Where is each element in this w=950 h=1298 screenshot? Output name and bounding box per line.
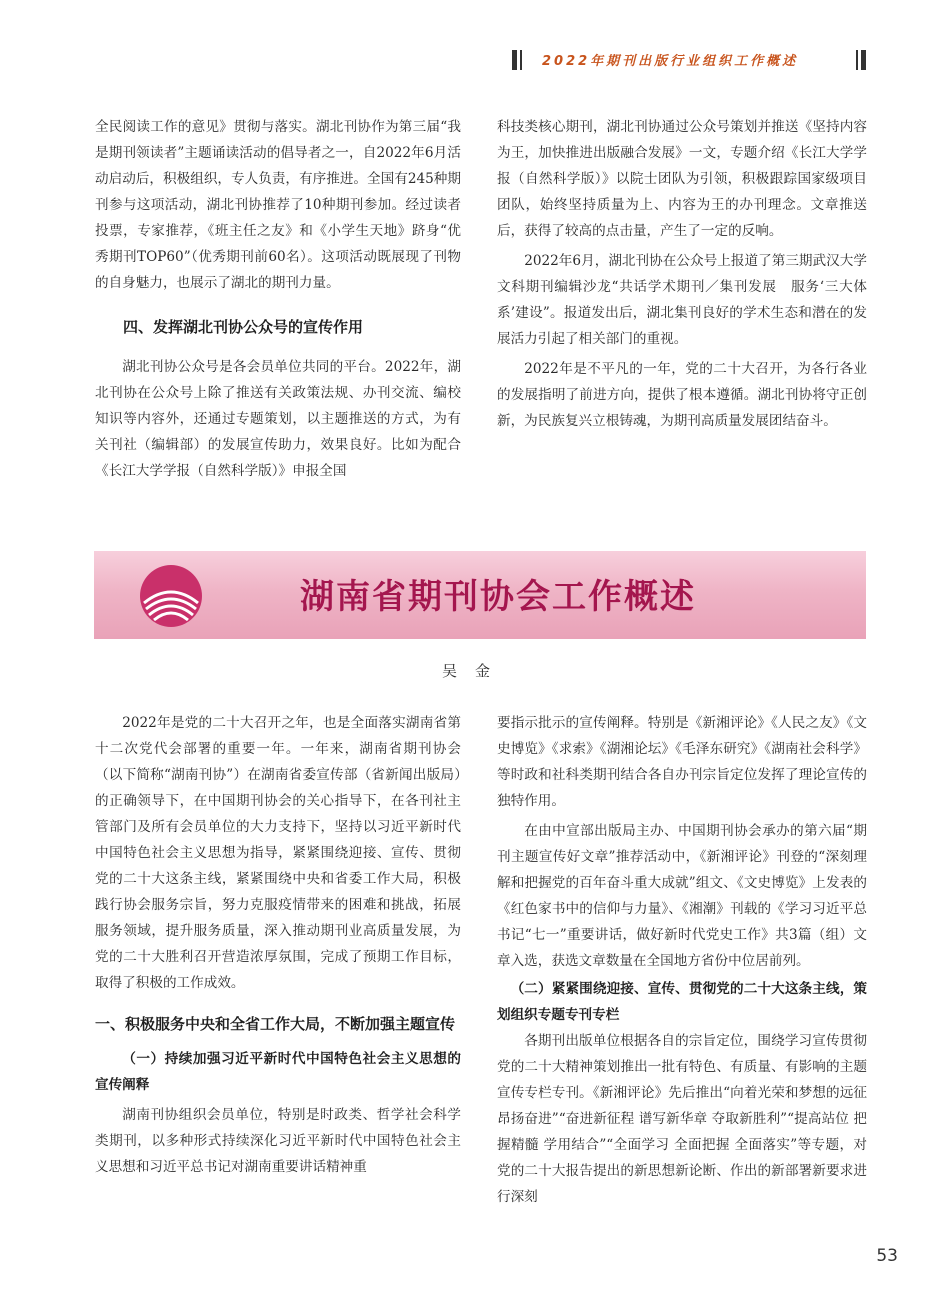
- subsection-heading: （一）持续加强习近平新时代中国特色社会主义思想的宣传阐释: [95, 1051, 461, 1093]
- article-left-column: [95, 710, 461, 1180]
- paragraph: 湖北刊协公众号是各会员单位共同的平台。2022年，湖北刊协在公众号上除了推送有关政策法规、办刊交流、编校知识等内容外，还通过专题策划，以主题推送的方式，为有关刊社（编辑部）的发展宣传助力，效果良好。比如为配合《长江大学学报（自然科学版）》申报全国: [95, 359, 461, 479]
- association-logo-icon: [138, 563, 204, 629]
- paragraph: 2022年是不平凡的一年，党的二十大召开，为各行各业的发展指明了前进方向，提供了根本遵循。湖北刊协将守正创新，为民族复兴立根铸魂，为期刊高质量发展团结奋斗。: [497, 361, 867, 429]
- top-right-column: [497, 114, 867, 434]
- running-header: [512, 48, 866, 78]
- paragraph: 要指示批示的宣传阐释。特别是《新湘评论》《人民之友》《文史博览》《求索》《湖湘论坛》《毛泽东研究》《湖南社会科学》等时政和社科类期刊结合各自办刊宗旨定位发挥了理论宣传的独特作用。: [497, 715, 867, 809]
- paragraph: 科技类核心期刊，湖北刊协通过公众号策划并推送《坚持内容为王，加快推进出版融合发展》一文，专题介绍《长江大学学报（自然科学版）》以院士团队为引领，积极跟踪国家级项目团队，始终坚持质量为上、内容为王的办刊理念。文章推送后，获得了较高的点击量，产生了一定的反响。: [497, 119, 867, 239]
- article-right-column: [497, 710, 867, 1210]
- banner-title: 湖南省期刊协会工作概述: [300, 577, 696, 617]
- paragraph: 2022年6月，湖北刊协在公众号上报道了第三期武汉大学文科期刊编辑沙龙“共话学术期刊／集刊发展 服务‘三大体系’建设”。报道发出后，湖北集刊良好的学术生态和潜在的发展活力引起了相关部门的重视。: [497, 253, 867, 347]
- header-bar-left: [512, 50, 517, 70]
- section-heading: 一、积极服务中央和全省工作大局，不断加强主题宣传: [95, 1015, 456, 1033]
- header-bar-right: [861, 50, 866, 70]
- paragraph: 湖南刊协组织会员单位，特别是时政类、哲学社会科学类期刊，以多种形式持续深化习近平新时代中国特色社会主义思想和习近平总书记对湖南重要讲话精神重: [95, 1107, 461, 1175]
- paragraph: 2022年是党的二十大召开之年，也是全面落实湖南省第十二次党代会部署的重要一年。一年来，湖南省期刊协会（以下简称“湖南刊协”）在湖南省委宣传部（省新闻出版局）的正确领导下，在中国期刊协会的关心指导下，在各刊社主管部门及所有会员单位的大力支持下，坚持以习近平新时代中国特色社会主义思想为指导，紧紧围绕迎接、宣传、贯彻党的二十大这条主线，紧紧围绕中央和省委工作大局，积极践行协会服务宗旨，努力克服疫情带来的困难和挑战，拓展服务领域，提升服务质量，深入推动期刊业高质量发展，为党的二十大胜利召开营造浓厚氛围，完成了预期工作目标，取得了积极的工作成效。: [95, 715, 461, 991]
- subsection-heading: （二）紧紧围绕迎接、宣传、贯彻党的二十大这条主线，策划组织专题专刊专栏: [497, 981, 867, 1023]
- paragraph: 全民阅读工作的意见》贯彻与落实。湖北刊协作为第三届“我是期刊领读者”主题诵读活动的倡导者之一，自2022年6月活动启动后，积极组织，专人负责，有序推进。全国有245种期刊参与这项活动，湖北刊协推荐了10种期刊参加。经过读者投票，专家推荐，《班主任之友》和《小学生天地》跻身“优秀期刊TOP60”（优秀期刊前60名）。这项活动既展现了刊物的自身魅力，也展示了湖北的期刊力量。: [95, 119, 461, 291]
- author-name: 吴金: [441, 662, 508, 680]
- running-title: 2022年期刊出版行业组织工作概述: [542, 54, 799, 69]
- top-left-column: [95, 114, 461, 484]
- header-bar-left-thin: [520, 50, 522, 70]
- paragraph: 在由中宣部出版局主办、中国期刊协会承办的第六届“期刊主题宣传好文章”推荐活动中，《新湘评论》刊登的“深刻理解和把握党的百年奋斗重大成就”组文、《文史博览》上发表的《红色家书中的信仰与力量》、《湘潮》刊载的《学习习近平总书记“七一”重要讲话，做好新时代党史工作》共3篇（组）文章入选，获选文章数量在全国地方省份中位居前列。: [497, 823, 867, 969]
- paragraph: 各期刊出版单位根据各自的宗旨定位，围绕学习宣传贯彻党的二十大精神策划推出一批有特色、有质量、有影响的主题宣传专栏专刊。《新湘评论》先后推出“向着光荣和梦想的远征昂扬奋进”“奋进新征程 谱写新华章 夺取新胜利”“提高站位 把握精髓 学用结合”“全面学习 全面把握 全面落实”等专题，对党的二十大报告提出的新思想新论断、作出的新部署新要求进行深刻: [497, 1033, 867, 1205]
- header-bar-right-thin: [856, 50, 858, 70]
- section-heading: 四、发挥湖北刊协公众号的宣传作用: [123, 318, 364, 336]
- page-number: 53: [876, 1246, 898, 1266]
- article-banner: [94, 551, 866, 639]
